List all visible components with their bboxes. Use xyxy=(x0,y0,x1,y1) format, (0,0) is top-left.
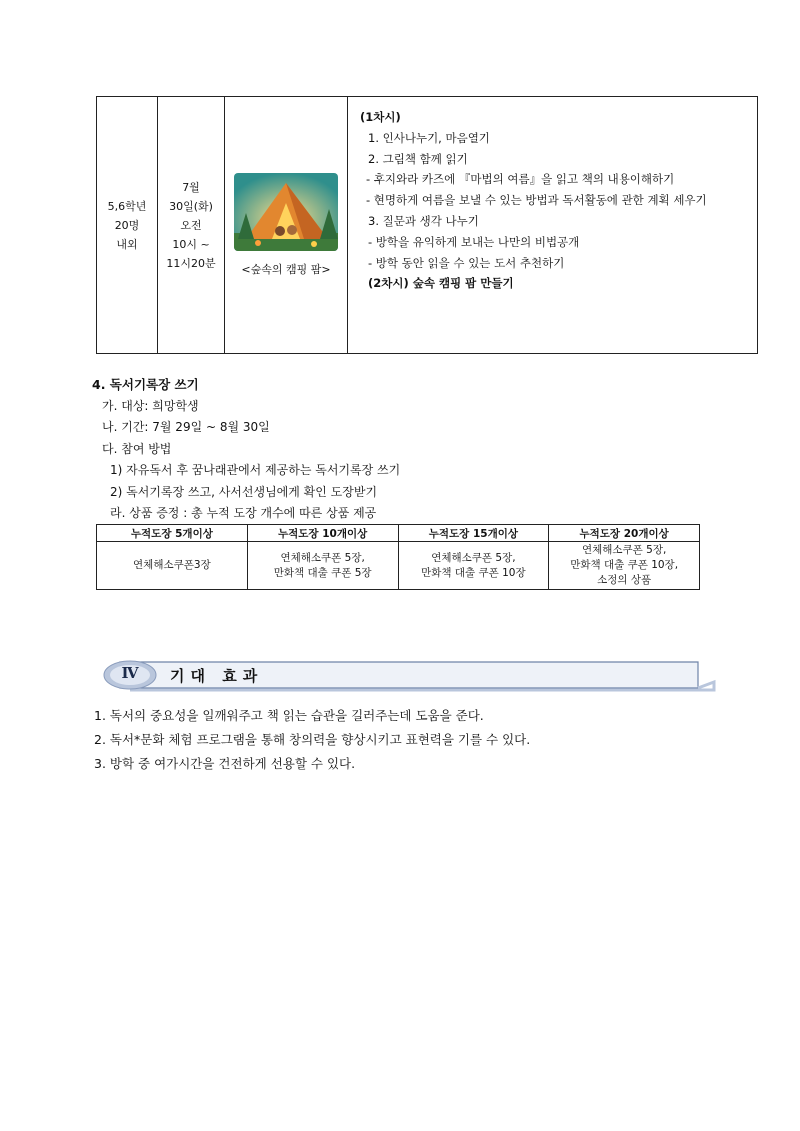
section-4-target: 가. 대상: 희망학생 xyxy=(102,398,199,413)
content-line: 2. 그림책 함께 읽기 xyxy=(368,151,468,166)
cell-line: 만화책 대출 쿠폰 5장 xyxy=(273,566,372,579)
stamp-reward-table xyxy=(96,524,700,590)
cell-line: 연체해소쿠폰 5장, xyxy=(431,551,516,564)
content-cell xyxy=(348,97,758,354)
section-4-prize: 라. 상품 증정 : 총 누적 도장 개수에 따른 상품 제공 xyxy=(110,506,377,520)
section-4-method-1: 1) 자유독서 후 꿈나래관에서 제공하는 독서기록장 쓰기 xyxy=(110,463,401,477)
content-line: - 방학을 유익하게 보내는 나만의 비법공개 xyxy=(368,234,580,249)
table-cell xyxy=(398,542,549,590)
table-cell xyxy=(247,542,398,590)
datetime-line: 11시20분 xyxy=(166,256,216,270)
effect-item: 3. 방학 중 여가시간을 건전하게 선용할 수 있다. xyxy=(94,756,356,771)
table-cell xyxy=(549,542,700,590)
table-header: 누적도장 15개이상 xyxy=(398,525,549,542)
section-4-method-title: 다. 참여 방법 xyxy=(102,441,172,456)
table-header: 누적도장 5개이상 xyxy=(97,525,248,542)
datetime-line: 오전 xyxy=(180,218,202,232)
camping-tent-illustration xyxy=(234,173,338,251)
target-line: 5,6학년 xyxy=(107,199,147,213)
session2-title: (2차시) 숲속 캠핑 팜 만들기 xyxy=(368,276,514,291)
content-line: - 후지와라 카즈에 『마법의 여름』을 읽고 책의 내용이해하기 xyxy=(366,172,675,187)
image-cell xyxy=(225,97,348,354)
datetime-line: 10시 ~ xyxy=(172,237,210,251)
target-line: 20명 xyxy=(114,218,140,232)
table-header: 누적도장 10개이상 xyxy=(247,525,398,542)
section-4-heading: 4. 독서기록장 쓰기 xyxy=(92,377,199,392)
content-line: 1. 인사나누기, 마음열기 xyxy=(368,130,490,145)
effect-item: 1. 독서의 중요성을 일깨워주고 책 읽는 습관을 길러주는데 도움을 준다. xyxy=(94,708,484,723)
section-title: 기대 효과 xyxy=(170,667,264,685)
section-4-method-2: 2) 독서기록장 쓰고, 사서선생님에게 확인 도장받기 xyxy=(110,484,378,499)
section-4-period: 나. 기간: 7월 29일 ~ 8월 30일 xyxy=(102,420,270,434)
content-line: 3. 질문과 생각 나누기 xyxy=(368,213,479,228)
target-line: 내외 xyxy=(116,237,138,251)
cell-line: 만화책 대출 쿠폰 10장, xyxy=(570,559,679,571)
cell-line: 만화책 대출 쿠폰 10장 xyxy=(421,566,526,579)
cell-line: 연체해소쿠폰 5장, xyxy=(280,551,365,564)
section-4 xyxy=(92,374,712,525)
content-line: - 현명하게 여름을 보낼 수 있는 방법과 독서활동에 관한 계획 세우기 xyxy=(366,193,707,208)
table-cell xyxy=(97,542,248,590)
expected-effects-list xyxy=(94,704,530,776)
datetime-line: 30일(화) xyxy=(169,199,213,213)
datetime-line: 7월 xyxy=(182,180,200,194)
image-caption: <숲속의 캠핑 팜> xyxy=(241,263,331,276)
session1-title: (1차시) xyxy=(360,110,401,124)
target-cell xyxy=(97,97,158,354)
table-header: 누적도장 20개이상 xyxy=(549,525,700,542)
cell-line: 연체해소쿠폰3장 xyxy=(133,559,211,571)
cell-line: 소정의 상품 xyxy=(597,574,652,586)
section-number: Ⅳ xyxy=(121,664,139,682)
program-table xyxy=(96,96,758,354)
content-line: - 방학 동안 읽을 수 있는 도서 추천하기 xyxy=(368,255,565,270)
effect-item: 2. 독서*문화 체험 프로그램을 통해 창의력을 향상시키고 표현력을 기를 수 있다. xyxy=(94,732,531,747)
cell-line: 연체해소쿠폰 5장, xyxy=(581,544,667,556)
datetime-cell xyxy=(158,97,225,354)
